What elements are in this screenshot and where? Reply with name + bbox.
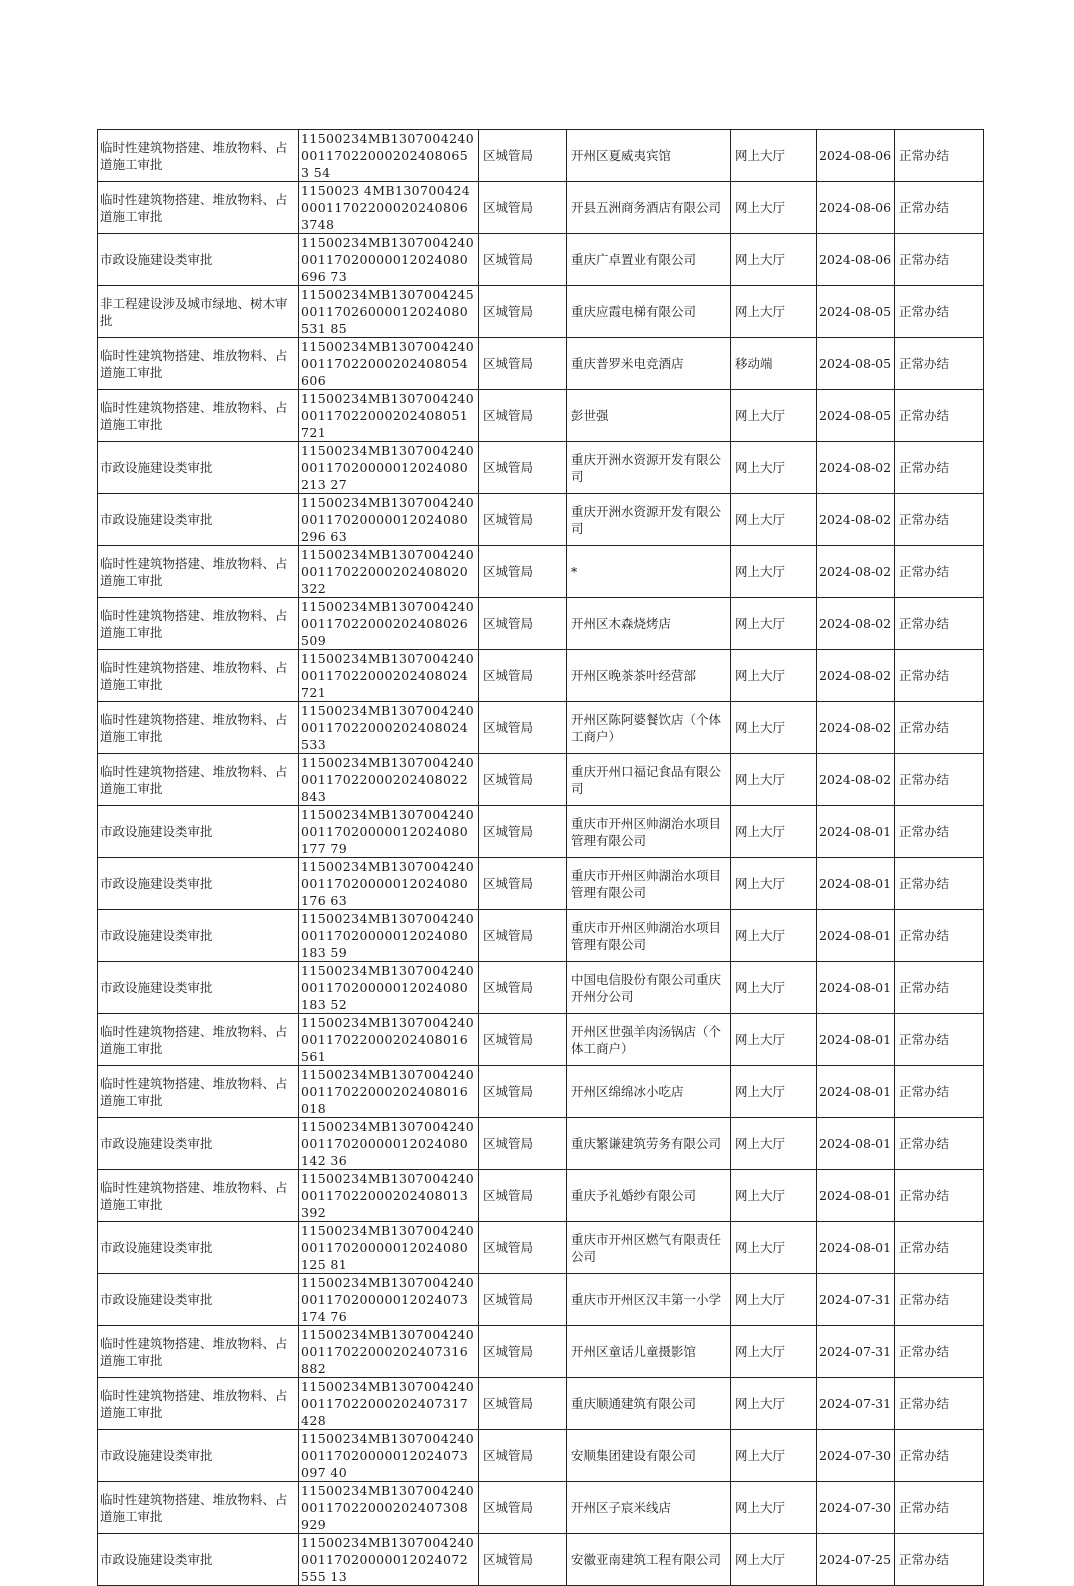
department-cell: 区城管局 [479, 130, 567, 182]
applicant-cell: 开州区晚茶茶叶经营部 [567, 650, 731, 702]
date-cell: 2024-08-01 [817, 1222, 895, 1274]
applicant-cell: 重庆应霞电梯有限公司 [567, 286, 731, 338]
applicant-cell: 安徽亚南建筑工程有限公司 [567, 1534, 731, 1586]
status-cell: 正常办结 [895, 754, 984, 806]
department-cell: 区城管局 [479, 338, 567, 390]
table-row [98, 806, 984, 858]
date-cell: 2024-08-02 [817, 546, 895, 598]
date-cell: 2024-08-05 [817, 390, 895, 442]
channel-cell: 网上大厅 [731, 1482, 817, 1534]
applicant-cell: 重庆普罗米电竞酒店 [567, 338, 731, 390]
department-cell: 区城管局 [479, 1066, 567, 1118]
channel-cell: 网上大厅 [731, 1014, 817, 1066]
channel-cell: 网上大厅 [731, 858, 817, 910]
date-cell: 2024-08-01 [817, 806, 895, 858]
table-row [98, 962, 984, 1014]
applicant-cell: 重庆市开州区燃气有限责任公司 [567, 1222, 731, 1274]
date-cell: 2024-08-02 [817, 494, 895, 546]
applicant-cell: 开州区世强羊肉汤锅店（个体工商户） [567, 1014, 731, 1066]
status-cell: 正常办结 [895, 390, 984, 442]
channel-cell: 网上大厅 [731, 910, 817, 962]
table-row [98, 1326, 984, 1378]
department-cell: 区城管局 [479, 286, 567, 338]
status-cell: 正常办结 [895, 1274, 984, 1326]
table-row [98, 442, 984, 494]
channel-cell: 网上大厅 [731, 546, 817, 598]
applicant-cell: 开州区木森烧烤店 [567, 598, 731, 650]
applicant-cell: 开县五洲商务酒店有限公司 [567, 182, 731, 234]
approval-item-cell: 临时性建筑物搭建、堆放物料、占道施工审批 [98, 1378, 299, 1430]
status-cell: 正常办结 [895, 1014, 984, 1066]
case-number-cell: 11500234MB130700424000117022000202408024721 [299, 650, 479, 702]
department-cell: 区城管局 [479, 1378, 567, 1430]
status-cell: 正常办结 [895, 1222, 984, 1274]
table-row [98, 182, 984, 234]
table-row [98, 1274, 984, 1326]
applicant-cell: 中国电信股份有限公司重庆开州分公司 [567, 962, 731, 1014]
channel-cell: 网上大厅 [731, 1118, 817, 1170]
approval-item-cell: 临时性建筑物搭建、堆放物料、占道施工审批 [98, 754, 299, 806]
table-row [98, 1066, 984, 1118]
applicant-cell: 重庆市开州区汉丰第一小学 [567, 1274, 731, 1326]
case-number-cell: 11500234MB130700424500117026000012024080531 85 [299, 286, 479, 338]
status-cell: 正常办结 [895, 1066, 984, 1118]
case-number-cell: 11500234MB130700424000117022000202408024533 [299, 702, 479, 754]
channel-cell: 网上大厅 [731, 182, 817, 234]
date-cell: 2024-08-01 [817, 858, 895, 910]
department-cell: 区城管局 [479, 546, 567, 598]
channel-cell: 网上大厅 [731, 234, 817, 286]
status-cell: 正常办结 [895, 234, 984, 286]
status-cell: 正常办结 [895, 182, 984, 234]
date-cell: 2024-08-01 [817, 1170, 895, 1222]
approval-item-cell: 市政设施建设类审批 [98, 1534, 299, 1586]
table-row [98, 286, 984, 338]
date-cell: 2024-08-02 [817, 598, 895, 650]
case-number-cell: 11500234MB130700424000117022000202407308929 [299, 1482, 479, 1534]
applicant-cell: 重庆广卓置业有限公司 [567, 234, 731, 286]
approval-item-cell: 市政设施建设类审批 [98, 858, 299, 910]
case-number-cell: 11500234MB1307004240001170220002024080653 54 [299, 130, 479, 182]
department-cell: 区城管局 [479, 910, 567, 962]
applicant-cell: 开州区夏威夷宾馆 [567, 130, 731, 182]
department-cell: 区城管局 [479, 1274, 567, 1326]
applicant-cell: 安顺集团建设有限公司 [567, 1430, 731, 1482]
department-cell: 区城管局 [479, 1326, 567, 1378]
case-number-cell: 11500234MB130700424000117020000012024080183 59 [299, 910, 479, 962]
status-cell: 正常办结 [895, 1378, 984, 1430]
approval-item-cell: 非工程建设涉及城市绿地、树木审批 [98, 286, 299, 338]
applicant-cell: 开州区陈阿婆餐饮店（个体工商户） [567, 702, 731, 754]
status-cell: 正常办结 [895, 494, 984, 546]
channel-cell: 网上大厅 [731, 1326, 817, 1378]
date-cell: 2024-08-01 [817, 962, 895, 1014]
table-row [98, 1170, 984, 1222]
status-cell: 正常办结 [895, 806, 984, 858]
approval-item-cell: 市政设施建设类审批 [98, 1274, 299, 1326]
date-cell: 2024-08-02 [817, 650, 895, 702]
applicant-cell: * [567, 546, 731, 598]
date-cell: 2024-08-01 [817, 910, 895, 962]
date-cell: 2024-08-01 [817, 1066, 895, 1118]
status-cell: 正常办结 [895, 858, 984, 910]
channel-cell: 移动端 [731, 338, 817, 390]
approval-item-cell: 临时性建筑物搭建、堆放物料、占道施工审批 [98, 1482, 299, 1534]
date-cell: 2024-08-02 [817, 754, 895, 806]
status-cell: 正常办结 [895, 962, 984, 1014]
case-number-cell: 11500234MB130700424000117022000202408013392 [299, 1170, 479, 1222]
date-cell: 2024-07-30 [817, 1482, 895, 1534]
date-cell: 2024-08-01 [817, 1014, 895, 1066]
approval-item-cell: 临时性建筑物搭建、堆放物料、占道施工审批 [98, 702, 299, 754]
channel-cell: 网上大厅 [731, 702, 817, 754]
department-cell: 区城管局 [479, 962, 567, 1014]
date-cell: 2024-07-31 [817, 1326, 895, 1378]
channel-cell: 网上大厅 [731, 1066, 817, 1118]
channel-cell: 网上大厅 [731, 1534, 817, 1586]
department-cell: 区城管局 [479, 1430, 567, 1482]
approval-item-cell: 临时性建筑物搭建、堆放物料、占道施工审批 [98, 598, 299, 650]
channel-cell: 网上大厅 [731, 286, 817, 338]
channel-cell: 网上大厅 [731, 494, 817, 546]
department-cell: 区城管局 [479, 494, 567, 546]
department-cell: 区城管局 [479, 1482, 567, 1534]
records-body [98, 130, 984, 1586]
case-number-cell: 11500234MB130700424000117020000012024072555 13 [299, 1534, 479, 1586]
approval-item-cell: 临时性建筑物搭建、堆放物料、占道施工审批 [98, 546, 299, 598]
channel-cell: 网上大厅 [731, 130, 817, 182]
table-row [98, 1430, 984, 1482]
case-number-cell: 11500234MB130700424000117020000012024080213 27 [299, 442, 479, 494]
status-cell: 正常办结 [895, 1118, 984, 1170]
case-number-cell: 11500234MB130700424000117022000202408016561 [299, 1014, 479, 1066]
table-row [98, 650, 984, 702]
approval-item-cell: 市政设施建设类审批 [98, 910, 299, 962]
applicant-cell: 重庆开州口福记食品有限公司 [567, 754, 731, 806]
table-row [98, 1482, 984, 1534]
status-cell: 正常办结 [895, 650, 984, 702]
status-cell: 正常办结 [895, 1534, 984, 1586]
applicant-cell: 重庆予礼婚纱有限公司 [567, 1170, 731, 1222]
case-number-cell: 11500234MB130700424000117020000012024080296 63 [299, 494, 479, 546]
table-row [98, 598, 984, 650]
department-cell: 区城管局 [479, 858, 567, 910]
table-row [98, 702, 984, 754]
table-row [98, 234, 984, 286]
department-cell: 区城管局 [479, 442, 567, 494]
table-row [98, 546, 984, 598]
status-cell: 正常办结 [895, 598, 984, 650]
date-cell: 2024-08-01 [817, 1118, 895, 1170]
department-cell: 区城管局 [479, 234, 567, 286]
status-cell: 正常办结 [895, 1170, 984, 1222]
channel-cell: 网上大厅 [731, 598, 817, 650]
case-number-cell: 11500234MB130700424000117020000012024080696 73 [299, 234, 479, 286]
status-cell: 正常办结 [895, 1482, 984, 1534]
approval-item-cell: 市政设施建设类审批 [98, 494, 299, 546]
date-cell: 2024-07-31 [817, 1274, 895, 1326]
department-cell: 区城管局 [479, 598, 567, 650]
case-number-cell: 11500234MB130700424000117022000202408020322 [299, 546, 479, 598]
applicant-cell: 开州区绵绵冰小吃店 [567, 1066, 731, 1118]
case-number-cell: 11500234MB130700424000117022000202408054606 [299, 338, 479, 390]
approval-item-cell: 临时性建筑物搭建、堆放物料、占道施工审批 [98, 1326, 299, 1378]
case-number-cell: 11500234MB130700424000117020000012024080177 79 [299, 806, 479, 858]
channel-cell: 网上大厅 [731, 650, 817, 702]
case-number-cell: 11500234MB130700424000117022000202407316882 [299, 1326, 479, 1378]
department-cell: 区城管局 [479, 1534, 567, 1586]
status-cell: 正常办结 [895, 286, 984, 338]
date-cell: 2024-07-30 [817, 1430, 895, 1482]
approval-item-cell: 市政设施建设类审批 [98, 1118, 299, 1170]
date-cell: 2024-08-06 [817, 182, 895, 234]
channel-cell: 网上大厅 [731, 1378, 817, 1430]
date-cell: 2024-08-05 [817, 338, 895, 390]
date-cell: 2024-07-25 [817, 1534, 895, 1586]
applicant-cell: 重庆开洲水资源开发有限公司 [567, 442, 731, 494]
status-cell: 正常办结 [895, 442, 984, 494]
case-number-cell: 11500234MB130700424000117020000012024080176 63 [299, 858, 479, 910]
department-cell: 区城管局 [479, 702, 567, 754]
channel-cell: 网上大厅 [731, 442, 817, 494]
applicant-cell: 重庆市开州区帅湖治水项目管理有限公司 [567, 858, 731, 910]
channel-cell: 网上大厅 [731, 1430, 817, 1482]
table-row [98, 858, 984, 910]
case-number-cell: 11500234MB130700424000117020000012024080183 52 [299, 962, 479, 1014]
records-table [97, 129, 984, 1586]
table-row [98, 494, 984, 546]
department-cell: 区城管局 [479, 806, 567, 858]
date-cell: 2024-08-02 [817, 442, 895, 494]
applicant-cell: 重庆顺通建筑有限公司 [567, 1378, 731, 1430]
department-cell: 区城管局 [479, 1014, 567, 1066]
case-number-cell: 11500234MB130700424000117022000202407317428 [299, 1378, 479, 1430]
applicant-cell: 开州区子宸米线店 [567, 1482, 731, 1534]
case-number-cell: 11500234MB130700424000117020000012024073097 40 [299, 1430, 479, 1482]
status-cell: 正常办结 [895, 546, 984, 598]
department-cell: 区城管局 [479, 390, 567, 442]
case-number-cell: 11500234MB130700424000117020000012024080125 81 [299, 1222, 479, 1274]
date-cell: 2024-07-31 [817, 1378, 895, 1430]
channel-cell: 网上大厅 [731, 754, 817, 806]
status-cell: 正常办结 [895, 130, 984, 182]
approval-item-cell: 市政设施建设类审批 [98, 234, 299, 286]
department-cell: 区城管局 [479, 1170, 567, 1222]
approval-item-cell: 市政设施建设类审批 [98, 442, 299, 494]
approval-item-cell: 临时性建筑物搭建、堆放物料、占道施工审批 [98, 1014, 299, 1066]
case-number-cell: 11500234MB130700424000117020000012024073174 76 [299, 1274, 479, 1326]
case-number-cell: 11500234MB130700424000117022000202408022843 [299, 754, 479, 806]
table-row [98, 1118, 984, 1170]
status-cell: 正常办结 [895, 702, 984, 754]
applicant-cell: 重庆繁谦建筑劳务有限公司 [567, 1118, 731, 1170]
table-row [98, 1014, 984, 1066]
table-row [98, 390, 984, 442]
approval-item-cell: 市政设施建设类审批 [98, 806, 299, 858]
case-number-cell: 11500234MB130700424000117022000202408026509 [299, 598, 479, 650]
date-cell: 2024-08-05 [817, 286, 895, 338]
status-cell: 正常办结 [895, 910, 984, 962]
approval-item-cell: 临时性建筑物搭建、堆放物料、占道施工审批 [98, 338, 299, 390]
date-cell: 2024-08-06 [817, 130, 895, 182]
channel-cell: 网上大厅 [731, 390, 817, 442]
department-cell: 区城管局 [479, 754, 567, 806]
case-number-cell: 11500234MB130700424000117022000202408051721 [299, 390, 479, 442]
approval-item-cell: 市政设施建设类审批 [98, 962, 299, 1014]
table-row [98, 1222, 984, 1274]
approval-item-cell: 临时性建筑物搭建、堆放物料、占道施工审批 [98, 130, 299, 182]
status-cell: 正常办结 [895, 338, 984, 390]
channel-cell: 网上大厅 [731, 1222, 817, 1274]
department-cell: 区城管局 [479, 1118, 567, 1170]
applicant-cell: 重庆市开州区帅湖治水项目管理有限公司 [567, 806, 731, 858]
approval-item-cell: 市政设施建设类审批 [98, 1222, 299, 1274]
date-cell: 2024-08-02 [817, 702, 895, 754]
status-cell: 正常办结 [895, 1326, 984, 1378]
applicant-cell: 彭世强 [567, 390, 731, 442]
approval-item-cell: 临时性建筑物搭建、堆放物料、占道施工审批 [98, 1066, 299, 1118]
case-number-cell: 11500234MB130700424000117020000012024080142 36 [299, 1118, 479, 1170]
table-row [98, 754, 984, 806]
department-cell: 区城管局 [479, 1222, 567, 1274]
table-row [98, 1534, 984, 1586]
channel-cell: 网上大厅 [731, 1170, 817, 1222]
applicant-cell: 重庆开洲水资源开发有限公司 [567, 494, 731, 546]
department-cell: 区城管局 [479, 182, 567, 234]
status-cell: 正常办结 [895, 1430, 984, 1482]
channel-cell: 网上大厅 [731, 806, 817, 858]
date-cell: 2024-08-06 [817, 234, 895, 286]
approval-item-cell: 临时性建筑物搭建、堆放物料、占道施工审批 [98, 1170, 299, 1222]
table-row [98, 1378, 984, 1430]
table-row [98, 338, 984, 390]
applicant-cell: 重庆市开州区帅湖治水项目管理有限公司 [567, 910, 731, 962]
case-number-cell: 1150023 4MB130700424000117022000202408063748 [299, 182, 479, 234]
approval-item-cell: 临时性建筑物搭建、堆放物料、占道施工审批 [98, 182, 299, 234]
table-row [98, 130, 984, 182]
channel-cell: 网上大厅 [731, 962, 817, 1014]
approval-item-cell: 市政设施建设类审批 [98, 1430, 299, 1482]
channel-cell: 网上大厅 [731, 1274, 817, 1326]
applicant-cell: 开州区童话儿童摄影馆 [567, 1326, 731, 1378]
table-row [98, 910, 984, 962]
approval-item-cell: 临时性建筑物搭建、堆放物料、占道施工审批 [98, 390, 299, 442]
approval-item-cell: 临时性建筑物搭建、堆放物料、占道施工审批 [98, 650, 299, 702]
case-number-cell: 11500234MB130700424000117022000202408016018 [299, 1066, 479, 1118]
department-cell: 区城管局 [479, 650, 567, 702]
